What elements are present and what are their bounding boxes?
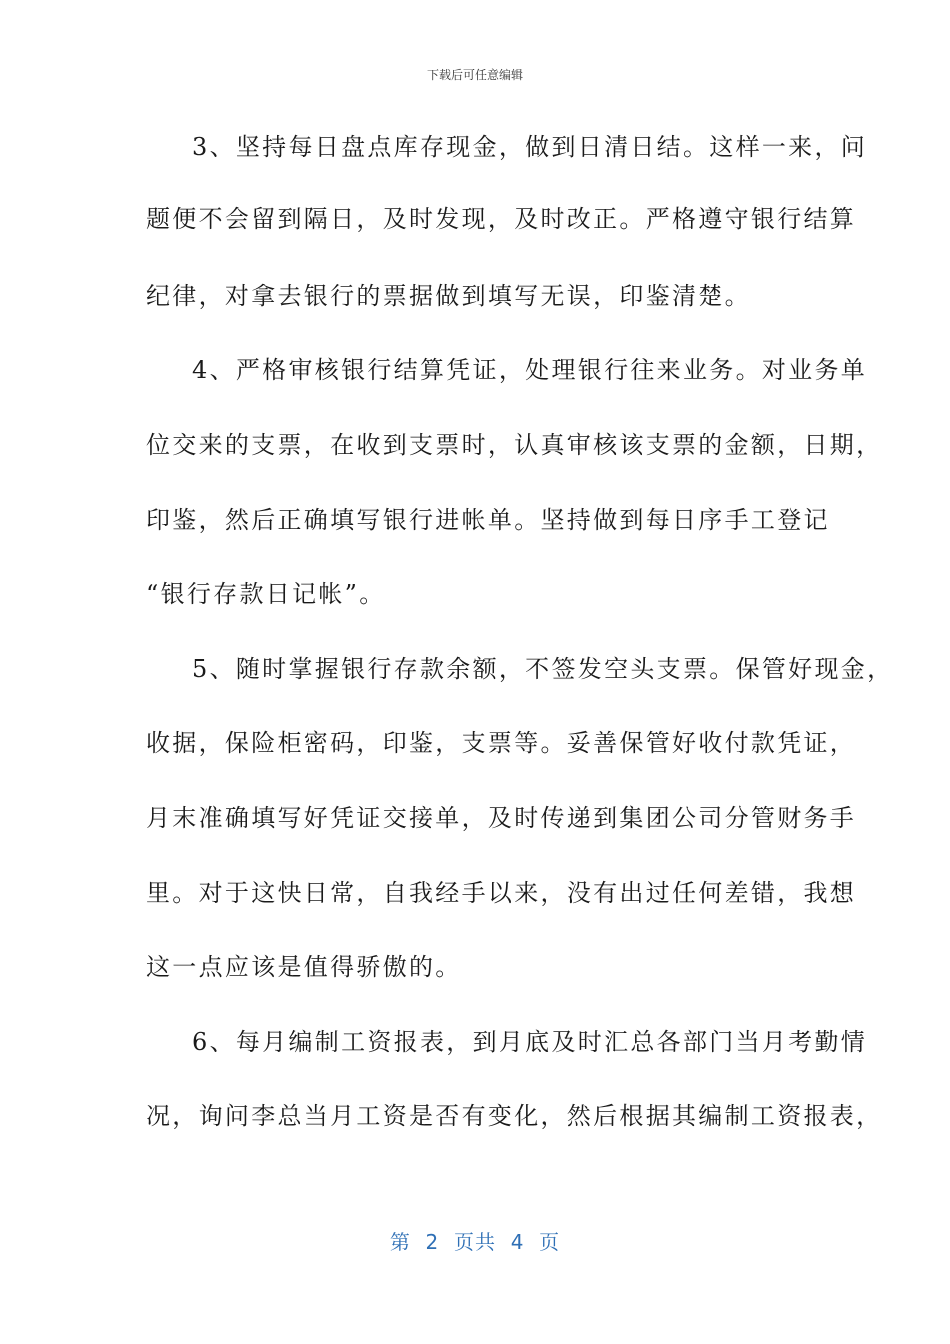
text-line: 6、每月编制工资报表，到月底及时汇总各部门当月考勤情 — [192, 1028, 868, 1056]
text-line: 收据，保险柜密码，印鉴，支票等。妥善保管好收付款凭证， — [146, 729, 857, 757]
text-line: 位交来的支票，在收到支票时，认真审核该支票的金额，日期， — [146, 431, 883, 459]
text-line: 4、严格审核银行结算凭证，处理银行往来业务。对业务单 — [192, 356, 868, 384]
header-note: 下载后可任意编辑 — [426, 68, 523, 82]
text-line: 5、随时掌握银行存款余额，不签发空头支票。保管好现金， — [192, 655, 894, 683]
text-line: 印鉴，然后正确填写银行进帐单。坚持做到每日序手工登记 — [146, 506, 830, 534]
page-number: 第 2 页共 4 页 — [389, 1230, 561, 1254]
text-line: 月末准确填写好凭证交接单，及时传递到集团公司分管财务手 — [146, 804, 857, 832]
text-line: 3、坚持每日盘点库存现金，做到日清日结。这样一来，问 — [192, 133, 868, 161]
text-line: 题便不会留到隔日，及时发现，及时改正。严格遵守银行结算 — [146, 205, 857, 233]
text-line: 况，询问李总当月工资是否有变化，然后根据其编制工资报表， — [146, 1102, 883, 1130]
text-line: 纪律，对拿去银行的票据做到填写无误，印鉴清楚。 — [146, 282, 751, 310]
text-line: 里。对于这快日常，自我经手以来，没有出过任何差错，我想 — [146, 879, 857, 907]
text-line: “银行存款日记帐”。 — [146, 580, 386, 608]
text-line: 这一点应该是值得骄傲的。 — [146, 953, 462, 981]
